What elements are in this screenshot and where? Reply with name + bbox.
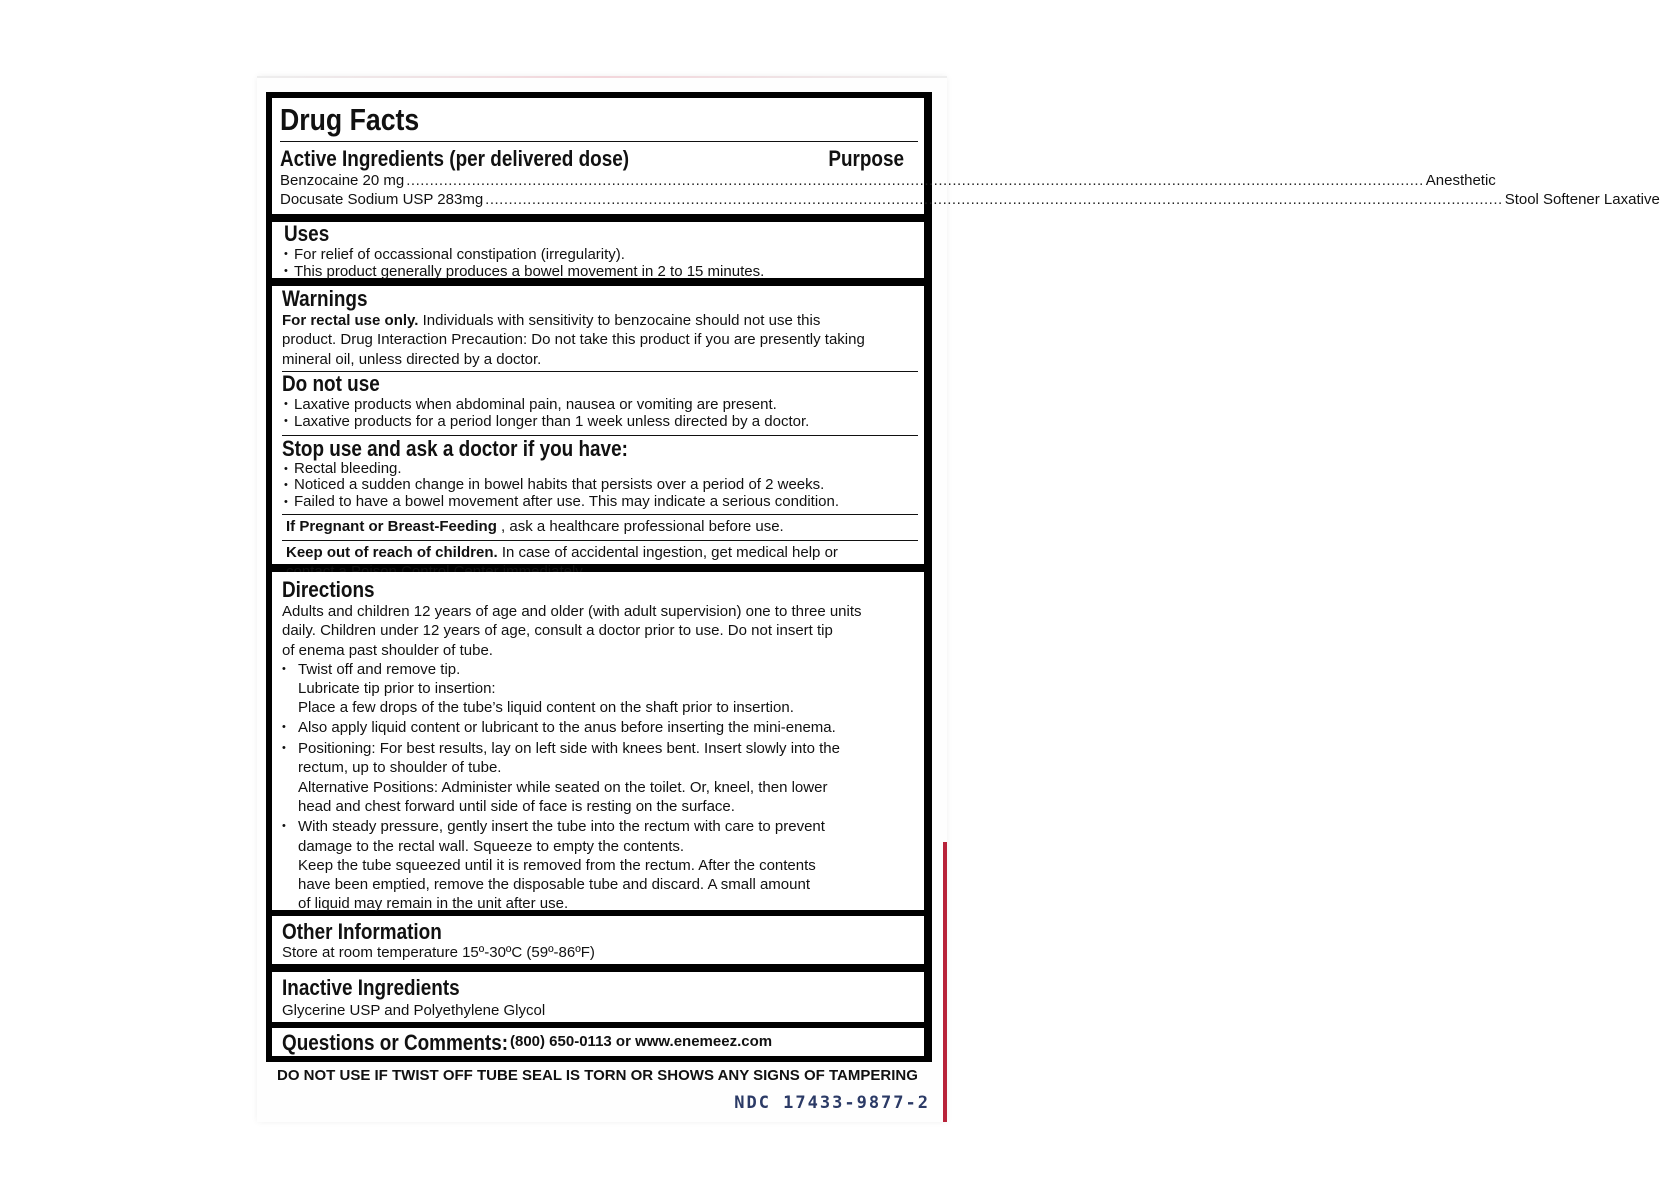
- active-ingredients-heading: Active Ingredients (per delivered dose): [280, 146, 630, 171]
- do-not-use-list: [284, 396, 918, 431]
- ndc-number: NDC 17433-9877-2: [734, 1093, 930, 1113]
- active-row-benzocaine: [280, 171, 1496, 190]
- drug-facts-panel: [266, 92, 1660, 1062]
- questions-heading: Questions or Comments:: [282, 1029, 509, 1055]
- other-information-text: Store at room temperature 15º-30ºC (59º-86ºF): [282, 944, 595, 961]
- directions-steps: [282, 660, 918, 914]
- step-text: • Positioning: For best results, lay on left side with knees bent. Insert slowly into the: [298, 740, 840, 758]
- pregnant-rest: , ask a healthcare professional before use.: [496, 518, 784, 536]
- step-text: Lubricate tip prior to insertion:: [298, 680, 496, 698]
- do-not-use-heading: Do not use: [282, 370, 380, 396]
- warnings-line: mineral oil, unless directed by a doctor.: [282, 350, 542, 368]
- ingredient-name: Docusate Sodium USP 283mg: [280, 191, 484, 208]
- title-rule: [280, 141, 918, 142]
- active-row-docusate: [280, 190, 1660, 209]
- questions-section: [272, 1028, 924, 1056]
- pregnant-bold: If Pregnant or Breast-Feeding: [286, 518, 497, 536]
- inactive-ingredients-heading: Inactive Ingredients: [282, 975, 460, 1000]
- other-information-heading: Other Information: [282, 919, 442, 944]
- package-top-edge: [257, 76, 947, 78]
- step-text: have been emptied, remove the disposable tube and discard. A small amount: [298, 876, 810, 894]
- warnings-line: product. Drug Interaction Precaution: Do not take this product if you are presently taking: [282, 331, 865, 349]
- list-item: • Failed to have a bowel movement after use. This may indicate a serious condition.: [284, 494, 918, 511]
- directions-heading: Directions: [282, 577, 375, 602]
- pregnant-line: [282, 518, 918, 536]
- list-item: • Laxative products for a period longer than 1 week unless directed by a doctor.: [284, 413, 918, 431]
- warnings-heading: Warnings: [282, 286, 368, 311]
- stop-use-rule: [282, 514, 918, 515]
- directions-section: [272, 572, 924, 913]
- drug-facts-title: Drug Facts: [280, 102, 420, 137]
- keep-out-bold: Keep out of reach of children.: [286, 544, 498, 562]
- list-item: [282, 660, 918, 718]
- list-item: [282, 718, 918, 737]
- active-header-row: [280, 144, 918, 170]
- ingredient-name: Benzocaine 20 mg: [280, 172, 405, 189]
- stop-use-heading: Stop use and ask a doctor if you have:: [282, 435, 628, 461]
- list-item: [282, 739, 918, 816]
- keep-out-line: In case of accidental ingestion, get medical help or: [497, 544, 838, 562]
- warnings-line: Individuals with sensitivity to benzocaine should not use this: [418, 312, 821, 329]
- active-ingredients-section: [272, 98, 1660, 214]
- leader-dots: [406, 171, 1424, 190]
- list-item: • Noticed a sudden change in bowel habits that persists over a period of 2 weeks.: [284, 477, 918, 494]
- questions-contact: (800) 650-0113 or www.enemeez.com: [510, 1033, 773, 1050]
- package-red-edge: [943, 842, 947, 1122]
- inactive-ingredients-text: Glycerine USP and Polyethylene Glycol: [282, 1002, 546, 1019]
- step-text: • Twist off and remove tip.: [298, 660, 461, 678]
- uses-list: [284, 246, 918, 280]
- warnings-text: [282, 311, 918, 369]
- rectal-use-bold: For rectal use only.: [282, 312, 419, 329]
- uses-section: [272, 222, 924, 278]
- ingredient-purpose: Stool Softener Laxative: [1504, 191, 1660, 208]
- list-item: • Laxative products when abdominal pain, nausea or vomiting are present.: [284, 396, 918, 414]
- step-text: of liquid may remain in the unit after use.: [298, 895, 569, 913]
- step-text: • With steady pressure, gently insert the tube into the rectum with care to prevent: [298, 818, 825, 836]
- pregnant-rule: [282, 540, 918, 541]
- uses-heading: Uses: [284, 221, 330, 246]
- purpose-heading: Purpose: [828, 146, 904, 171]
- leader-dots: [485, 190, 1503, 209]
- list-item: • This product generally produces a bowel movement in 2 to 15 minutes.: [284, 263, 918, 280]
- list-item: • For relief of occassional constipation (irregularity).: [284, 246, 918, 263]
- step-text: Alternative Positions: Administer while seated on the toilet. Or, kneel, then lower: [298, 778, 828, 796]
- directions-line: daily. Children under 12 years of age, consult a doctor prior to use. Do not insert tip: [282, 622, 833, 640]
- step-text: Place a few drops of the tube’s liquid content on the shaft prior to insertion.: [298, 699, 794, 717]
- inactive-ingredients-section: [272, 972, 924, 1022]
- directions-line: Adults and children 12 years of age and older (with adult supervision) one to three units: [282, 603, 862, 620]
- step-text: head and chest forward until side of face is resting on the surface.: [298, 797, 735, 815]
- tamper-warning: DO NOT USE IF TWIST OFF TUBE SEAL IS TORN OR SHOWS ANY SIGNS OF TAMPERING: [277, 1067, 918, 1084]
- step-text: Keep the tube squeezed until it is removed from the rectum. After the contents: [298, 856, 816, 874]
- stop-use-list: [284, 461, 918, 511]
- list-item: [282, 817, 918, 913]
- step-text: damage to the rectal wall. Squeeze to empty the contents.: [298, 837, 685, 855]
- directions-line: of enema past shoulder of tube.: [282, 641, 493, 659]
- other-information-section: [272, 916, 924, 964]
- directions-intro: [282, 602, 918, 660]
- step-text: rectum, up to shoulder of tube.: [298, 759, 502, 777]
- ingredient-purpose: Anesthetic: [1425, 172, 1496, 189]
- step-text: • Also apply liquid content or lubricant to the anus before inserting the mini-enema.: [298, 718, 836, 736]
- warnings-section: [272, 286, 924, 564]
- list-item: • Rectal bleeding.: [284, 461, 918, 478]
